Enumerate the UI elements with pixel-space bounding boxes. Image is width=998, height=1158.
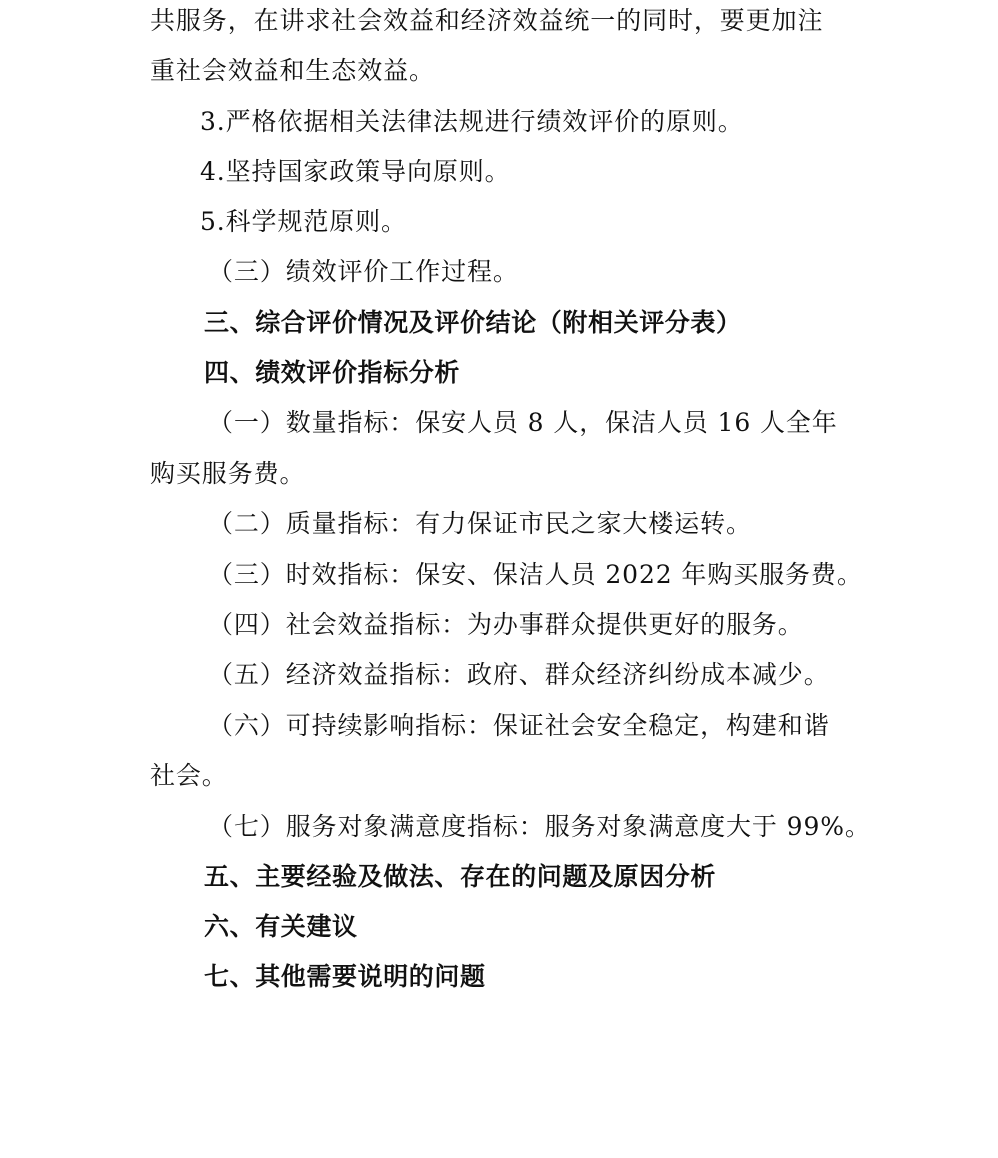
indicator-sustainability-line-2: 社会。 <box>150 761 228 790</box>
paragraph-line-2: 重社会效益和生态效益。 <box>150 56 435 85</box>
section-heading-7: 七、其他需要说明的问题 <box>204 962 486 991</box>
indicator-economic-benefit: （五）经济效益指标：政府、群众经济纠纷成本减少。 <box>208 660 830 689</box>
indicator-quality: （二）质量指标：有力保证市民之家大楼运转。 <box>208 509 752 538</box>
section-heading-5: 五、主要经验及做法、存在的问题及原因分析 <box>204 862 717 891</box>
indicator-sustainability-line-1: （六）可持续影响指标：保证社会安全稳定，构建和谐 <box>208 711 830 740</box>
subsection-process: （三）绩效评价工作过程。 <box>208 257 519 286</box>
indicator-satisfaction: （七）服务对象满意度指标：服务对象满意度大于 99%。 <box>208 812 871 841</box>
indicator-timeliness: （三）时效指标：保安、保洁人员 2022 年购买服务费。 <box>208 560 863 589</box>
principle-item-5: 5.科学规范原则。 <box>200 207 407 236</box>
principle-item-3: 3.严格依据相关法律法规进行绩效评价的原则。 <box>200 107 744 136</box>
indicator-quantity-line-2: 购买服务费。 <box>150 459 306 488</box>
section-heading-3: 三、综合评价情况及评价结论（附相关评分表） <box>204 308 742 337</box>
indicator-quantity-line-1: （一）数量指标：保安人员 8 人，保洁人员 16 人全年 <box>208 408 838 437</box>
section-heading-4: 四、绩效评价指标分析 <box>204 358 461 387</box>
section-heading-6: 六、有关建议 <box>204 912 358 941</box>
paragraph-line-1: 共服务，在讲求社会效益和经济效益统一的同时，要更加注 <box>150 6 824 35</box>
indicator-social-benefit: （四）社会效益指标：为办事群众提供更好的服务。 <box>208 610 804 639</box>
principle-item-4: 4.坚持国家政策导向原则。 <box>200 157 511 186</box>
